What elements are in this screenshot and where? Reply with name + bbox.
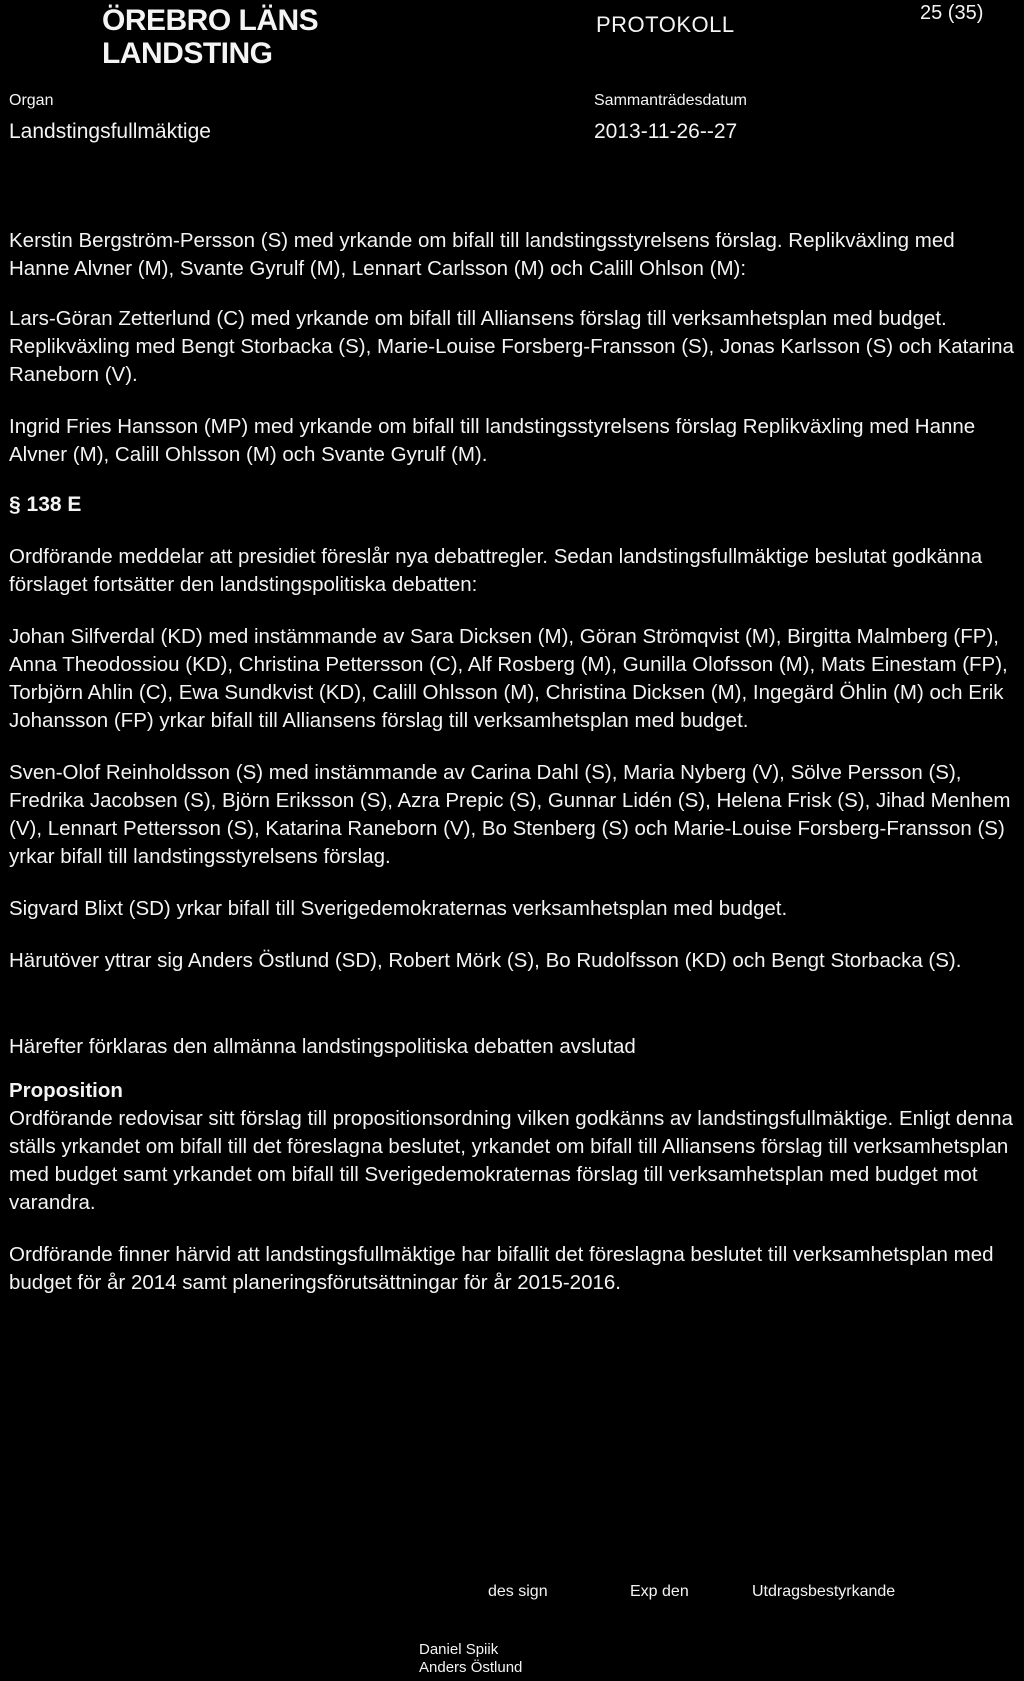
signatory-name: Anders Östlund — [419, 1659, 523, 1676]
paragraph: Ordförande meddelar att presidiet föreslår nya debattregler. Sedan landstingsfullmäktige beslutat godkänna förslaget fortsätter den landstingspolitiska debatten: — [9, 545, 983, 596]
utdragsbestyrkande-label: Utdragsbestyrkande — [752, 1583, 896, 1600]
paragraph: Sven-Olof Reinholdsson (S) med instämmande av Carina Dahl (S), Maria Nyberg (V), Sölve Persson (S), Fredrika Jacobsen (S), Björn Eriksson (S), Azra Prepic (S), Gunnar Lidén (S), Helena Frisk (S), Jihad Menhem (V), Lennart Pettersson (S), Katarina Raneborn (V), Bo Stenberg (S) och Marie-Louise Forsberg-Fransson (S) yrkar bifall till landstingsstyrelsens förslag. — [9, 761, 1011, 868]
paragraph: Ordförande redovisar sitt förslag till propositionsordning vilken godkänns av landstingsfullmäktige. Enligt denna ställs yrkandet om bifall till det föreslagna beslutet, yrkandet om bifall till Alliansens förslag till verksamhetsplan med budget samt yrkandet om bifall till Sverigedemokraternas förslag till verksamhetsplan med budget mot varandra. — [9, 1107, 1013, 1214]
meeting-date-label: Sammanträdesdatum — [594, 92, 747, 109]
paragraph: Johan Silfverdal (KD) med instämmande av Sara Dicksen (M), Göran Strömqvist (M), Birgitta Malmberg (FP), Anna Theodossiou (KD), Christina Pettersson (C), Alf Rosberg (M), Gunilla Olofsson (M), Mats Einestam (FP), Torbjörn Ahlin (C), Ewa Sundkvist (KD), Calill Ohlsson (M), Christina Dicksen (M), Ingegärd Öhlin (M) och Erik Johansson (FP) yrkar bifall till Alliansens förslag till verksamhetsplan med budget. — [9, 625, 1008, 732]
proposition-heading: Proposition — [9, 1079, 123, 1102]
meeting-date-value: 2013-11-26--27 — [594, 120, 738, 143]
section-heading: § 138 E — [9, 493, 82, 516]
paragraph: Kerstin Bergström-Persson (S) med yrkande om bifall till landstingsstyrelsens förslag. Replikväxling med Hanne Alvner (M), Svante Gyrulf (M), Lennart Carlsson (M) och Calill Ohlson (M): — [9, 229, 955, 280]
paragraph: Ordförande finner härvid att landstingsfullmäktige har bifallit det föreslagna beslutet till verksamhetsplan med budget för år 2014 samt planeringsförutsättningar för år 2015-2016. — [9, 1243, 994, 1294]
organization-name — [102, 4, 362, 70]
des-sign-label: des sign — [488, 1583, 548, 1600]
organization-name-line1: ÖREBRO LÄNS — [102, 4, 319, 37]
paragraph: Härefter förklaras den allmänna landstingspolitiska debatten avslutad — [9, 1035, 636, 1058]
organ-label: Organ — [9, 92, 54, 109]
signatory-name: Daniel Spiik — [419, 1641, 499, 1658]
organization-name-line2: LANDSTING — [102, 37, 273, 70]
paragraph: Ingrid Fries Hansson (MP) med yrkande om bifall till landstingsstyrelsens förslag Replikväxling med Hanne Alvner (M), Calill Ohlsson (M) och Svante Gyrulf (M). — [9, 415, 976, 466]
document-type: PROTOKOLL — [596, 12, 735, 37]
paragraph: Härutöver yttrar sig Anders Östlund (SD), Robert Mörk (S), Bo Rudolfsson (KD) och Bengt Storbacka (S). — [9, 949, 962, 972]
paragraph: Lars-Göran Zetterlund (C) med yrkande om bifall till Alliansens förslag till verksamhetsplan med budget. Replikväxling med Bengt Storbacka (S), Marie-Louise Forsberg-Fransson (S), Jonas Karlsson (S) och Katarina Raneborn (V). — [9, 307, 1014, 386]
paragraph: Sigvard Blixt (SD) yrkar bifall till Sverigedemokraternas verksamhetsplan med budget. — [9, 897, 788, 920]
exp-den-label: Exp den — [630, 1583, 689, 1600]
protocol-body — [9, 227, 1019, 1297]
page-number: 25 (35) — [920, 2, 984, 24]
organ-value: Landstingsfullmäktige — [9, 120, 211, 143]
